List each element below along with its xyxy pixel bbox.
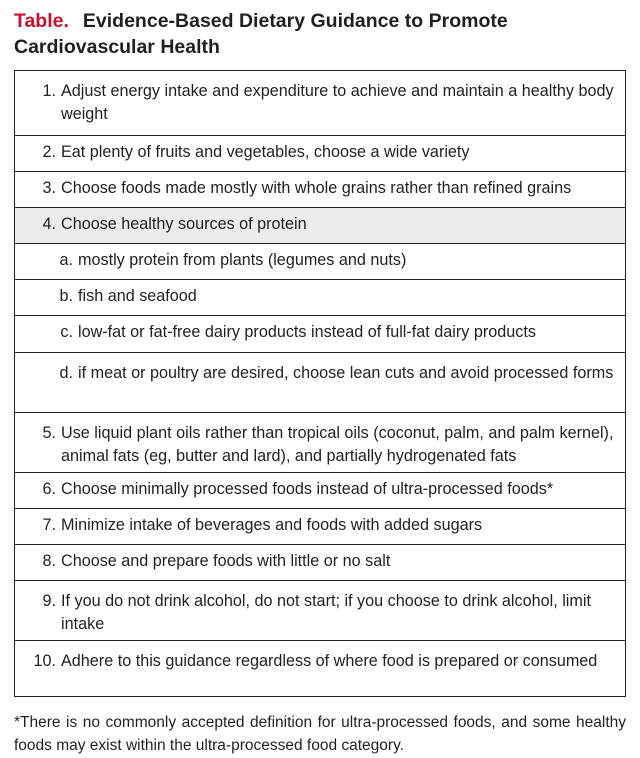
table-row [15, 508, 625, 544]
row-number: 7. [42, 516, 56, 534]
table-label: Table. [14, 10, 69, 32]
row-text: Choose and prepare foods with little or no salt [61, 552, 391, 570]
row-text: Eat plenty of fruits and vegetables, choose a wide variety [61, 143, 470, 161]
row-number: b. [59, 287, 73, 305]
table-row [15, 171, 625, 207]
row-text: mostly protein from plants (legumes and nuts) [78, 251, 407, 269]
row-number: 9. [42, 592, 56, 610]
row-text: Adjust energy intake and expenditure to achieve and maintain a healthy body weight [61, 82, 614, 123]
table-row [15, 352, 625, 412]
table-row [15, 640, 625, 696]
row-text: fish and seafood [78, 287, 197, 305]
row-number: 5. [42, 424, 56, 442]
row-text: Choose minimally processed foods instead of ultra-processed foods* [61, 480, 554, 498]
row-text: if meat or poultry are desired, choose lean cuts and avoid processed forms [78, 364, 614, 382]
row-text: Adhere to this guidance regardless of where food is prepared or consumed [61, 652, 598, 670]
table-row [15, 544, 625, 580]
table-row [15, 472, 625, 508]
table-title-text: Evidence-Based Dietary Guidance to Promote Cardiovascular Health [14, 10, 508, 58]
row-number: 4. [42, 215, 56, 233]
table-row [15, 135, 625, 171]
table-row [15, 207, 625, 243]
guidance-table [14, 70, 626, 697]
table-footnote: *There is no commonly accepted definition for ultra-processed foods, and some healthy foods may exist within the ultra-processed food category. [14, 714, 626, 754]
table-row [15, 412, 625, 472]
row-number: 2. [42, 143, 56, 161]
table-row [15, 279, 625, 315]
row-text: Choose healthy sources of protein [61, 215, 307, 233]
row-number: a. [59, 251, 73, 269]
row-number: 10. [33, 652, 56, 670]
table-row [15, 71, 625, 135]
row-text: Use liquid plant oils rather than tropical oils (coconut, palm, and palm kernel), animal fats (eg, butter and lard), and partially hydrogenated fats [61, 424, 614, 465]
row-number: 3. [42, 179, 56, 197]
row-text: Minimize intake of beverages and foods with added sugars [61, 516, 483, 534]
row-text: If you do not drink alcohol, do not start; if you choose to drink alcohol, limit intake [61, 592, 591, 633]
row-number: 1. [42, 82, 56, 100]
table-title [14, 8, 626, 60]
row-number: c. [60, 323, 73, 341]
row-text: Choose foods made mostly with whole grains rather than refined grains [61, 179, 572, 197]
row-number: 8. [42, 552, 56, 570]
table-row [15, 580, 625, 640]
table-row [15, 315, 625, 352]
row-text: low-fat or fat-free dairy products instead of full-fat dairy products [78, 323, 536, 341]
row-number: 6. [42, 480, 56, 498]
row-number: d. [59, 364, 73, 382]
table-row [15, 243, 625, 279]
